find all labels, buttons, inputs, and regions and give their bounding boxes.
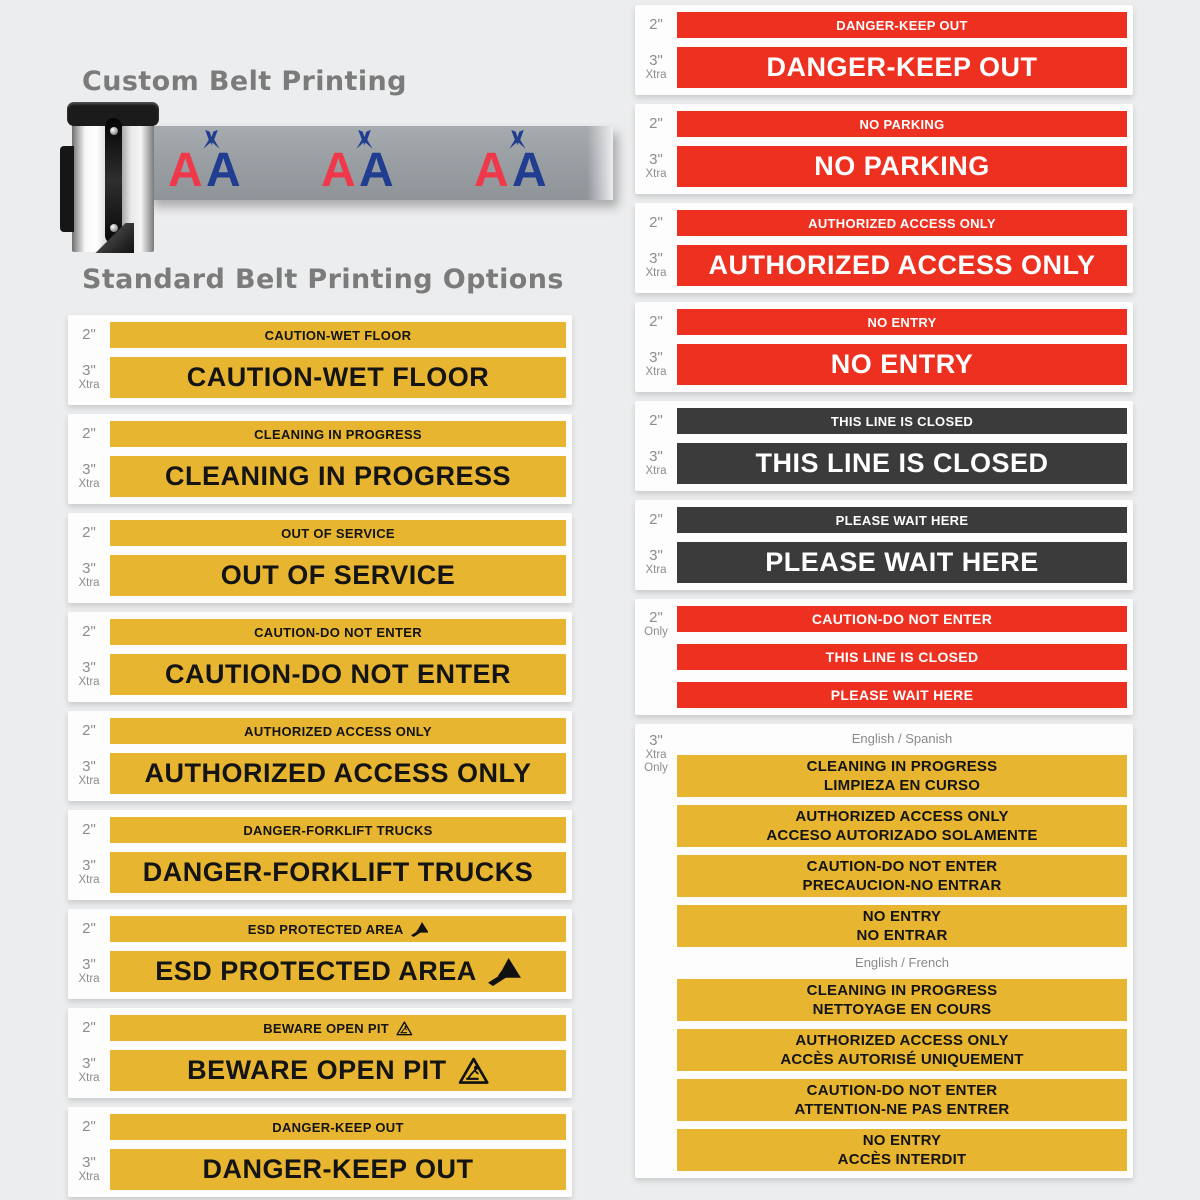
size-label-3in-xtra: 3" Xtra [78,1154,100,1183]
logo-letter-red: A [168,144,203,197]
size-label-2in: 2" [82,1118,96,1136]
aa-logo [315,133,411,197]
belt-sample-2in: PLEASE WAIT HERE [677,507,1127,533]
belt-sample-3in: DANGER-KEEP OUT [110,1149,566,1190]
belt-sample-3in: BEWARE OPEN PIT [110,1050,566,1091]
size-label-3in-xtra: 3" Xtra [78,461,100,490]
open-pit-warning-icon [458,1057,489,1085]
size-label-3in-xtra: 3" Xtra [78,560,100,589]
screw [110,224,118,232]
size-label-2in: 2" [649,115,663,133]
stanchion-post [72,106,154,252]
belt-sample-2in: OUT OF SERVICE [110,520,566,546]
size-label-2in: 2" [82,623,96,641]
size-label-2in: 2" [649,313,663,331]
screw [110,127,118,135]
belt-sample-2in: ESD PROTECTED AREA [110,916,566,942]
belt-sample-3in: AUTHORIZED ACCESS ONLY [110,753,566,794]
belt-pair-danger-keep-out-red [635,5,1133,95]
bilingual-belt-sample: CLEANING IN PROGRESS NETTOYAGE EN COURS [677,979,1127,1021]
logo-letter-red: A [474,144,509,197]
logo-letter-red: A [321,144,356,197]
belt-pair-danger-forklift-trucks [68,810,572,900]
size-label-3in-xtra: 3" Xtra [645,250,667,279]
size-label-3in-xtra: 3" Xtra [78,956,100,985]
size-label-3in-xtra: 3" Xtra [78,758,100,787]
belt-pair-please-wait-here [635,500,1133,590]
belt-sample-2in: PLEASE WAIT HERE [677,682,1127,708]
belt-pair-no-parking [635,104,1133,194]
bilingual-belt-sample: NO ENTRY NO ENTRAR [677,905,1127,947]
size-label-3in-xtra: 3" Xtra [645,349,667,378]
bilingual-belt-sample: AUTHORIZED ACCESS ONLY ACCESO AUTORIZADO SOLAMENTE [677,805,1127,847]
belt-sample-3in: ESD PROTECTED AREA [110,951,566,992]
size-label-2in: 2" [82,920,96,938]
belt-sample-3in: CLEANING IN PROGRESS [110,456,566,497]
logo-letter-blue: A [359,144,394,197]
size-label-3in-xtra: 3" Xtra [645,547,667,576]
belt-pair-out-of-service [68,513,572,603]
aa-logo [162,133,258,197]
belt-sample-2in: CLEANING IN PROGRESS [110,421,566,447]
belt-sample-3in: DANGER-FORKLIFT TRUCKS [110,852,566,893]
size-label-3in-xtra: 3" Xtra [78,857,100,886]
belt-group-3in-xtra-only [635,724,1133,1178]
belt-sample-3in: OUT OF SERVICE [110,555,566,596]
size-label-3in-xtra: 3" Xtra [78,362,100,391]
belt-sample-3in: CAUTION-DO NOT ENTER [110,654,566,695]
stanchion-clip [60,146,74,232]
belt-pair-esd-protected-area [68,909,572,999]
belt-sample-3in: THIS LINE IS CLOSED [677,443,1127,484]
bilingual-belt-sample: NO ENTRY ACCÈS INTERDIT [677,1129,1127,1171]
size-label-2in: 2" [82,524,96,542]
belt-slot [105,118,122,244]
bilingual-belt-sample: CLEANING IN PROGRESS LIMPIEZA EN CURSO [677,755,1127,797]
belt-sample-3in: NO ENTRY [677,344,1127,385]
belt-pair-this-line-is-closed [635,401,1133,491]
belt-pair-caution-do-not-enter [68,612,572,702]
bilingual-belt-sample: CAUTION-DO NOT ENTER ATTENTION-NE PAS ENTRER [677,1079,1127,1121]
size-label-2in: 2" [649,412,663,430]
belt-sample-3in: AUTHORIZED ACCESS ONLY [677,245,1127,286]
size-label-3in-xtra: 3" Xtra [645,448,667,477]
belt-pair-authorized-access-only [68,711,572,801]
belt-sample-2in: THIS LINE IS CLOSED [677,408,1127,434]
belt-pair-cleaning-in-progress [68,414,572,504]
size-label-2in: 2" [82,326,96,344]
belt-sample-2in: DANGER-KEEP OUT [110,1114,566,1140]
belt-pair-beware-open-pit [68,1008,572,1098]
language-group-header: English / French [855,955,949,970]
belt-pair-caution-wet-floor [68,315,572,405]
belt-sample-3in: NO PARKING [677,146,1127,187]
belt-pair-danger-keep-out [68,1107,572,1197]
size-label-2in: 2" [82,1019,96,1037]
size-label-2in: 2" [649,16,663,34]
esd-warning-icon [411,922,429,937]
belt-pair-authorized-access-only-red [635,203,1133,293]
size-label-2in: 2" [82,425,96,443]
esd-warning-icon [488,958,521,986]
size-label-2in: 2" [82,821,96,839]
belt-sample-2in: CAUTION-DO NOT ENTER [110,619,566,645]
custom-belt-sample [66,100,612,258]
size-label-3in-xtra: 3" Xtra [645,52,667,81]
size-label-3in-xtra: 3" Xtra [645,151,667,180]
size-label-3in-xtra: 3" Xtra [78,1055,100,1084]
size-label-2in: 2" [649,214,663,232]
belt-sample-2in: AUTHORIZED ACCESS ONLY [677,210,1127,236]
aa-logo [468,133,564,197]
only-belt-list [677,606,1127,708]
belt-sample-3in: PLEASE WAIT HERE [677,542,1127,583]
logo-letter-blue: A [206,144,241,197]
standard-belt-list [68,315,572,1197]
bilingual-belt-sample: AUTHORIZED ACCESS ONLY ACCÈS AUTORISÉ UNIQUEMENT [677,1029,1127,1071]
size-label-2in: 2" [82,722,96,740]
belt-sample-2in: NO PARKING [677,111,1127,137]
belt-sample-2in: CAUTION-WET FLOOR [110,322,566,348]
belt-sample-2in: THIS LINE IS CLOSED [677,644,1127,670]
colored-belt-list [635,5,1133,1178]
belt-pair-no-entry [635,302,1133,392]
custom-belt-printing-heading: Custom Belt Printing [82,66,407,97]
logo-letter-blue: A [512,144,547,197]
belt-sample-2in: NO ENTRY [677,309,1127,335]
size-label-3in-xtra: 3" Xtra [78,659,100,688]
belt-sample-2in: BEWARE OPEN PIT [110,1015,566,1041]
belt-group-2in-only [635,599,1133,715]
language-group-header: English / Spanish [851,731,953,746]
custom-belt-strip [148,126,612,200]
belt-sample-3in: DANGER-KEEP OUT [677,47,1127,88]
belt-sample-2in: DANGER-FORKLIFT TRUCKS [110,817,566,843]
size-label-2in: 2" [649,511,663,529]
size-label-2in-only: 2" Only [644,609,668,638]
bilingual-belt-list [677,731,1127,1171]
belt-sample-2in: AUTHORIZED ACCESS ONLY [110,718,566,744]
belt-sample-2in: DANGER-KEEP OUT [677,12,1127,38]
size-label-3in-xtra-only: 3" Xtra Only [644,732,668,774]
belt-sample-2in: CAUTION-DO NOT ENTER [677,606,1127,632]
belt-sample-3in: CAUTION-WET FLOOR [110,357,566,398]
open-pit-warning-icon [396,1021,413,1036]
bilingual-belt-sample: CAUTION-DO NOT ENTER PRECAUCION-NO ENTRAR [677,855,1127,897]
standard-options-heading: Standard Belt Printing Options [82,264,564,295]
